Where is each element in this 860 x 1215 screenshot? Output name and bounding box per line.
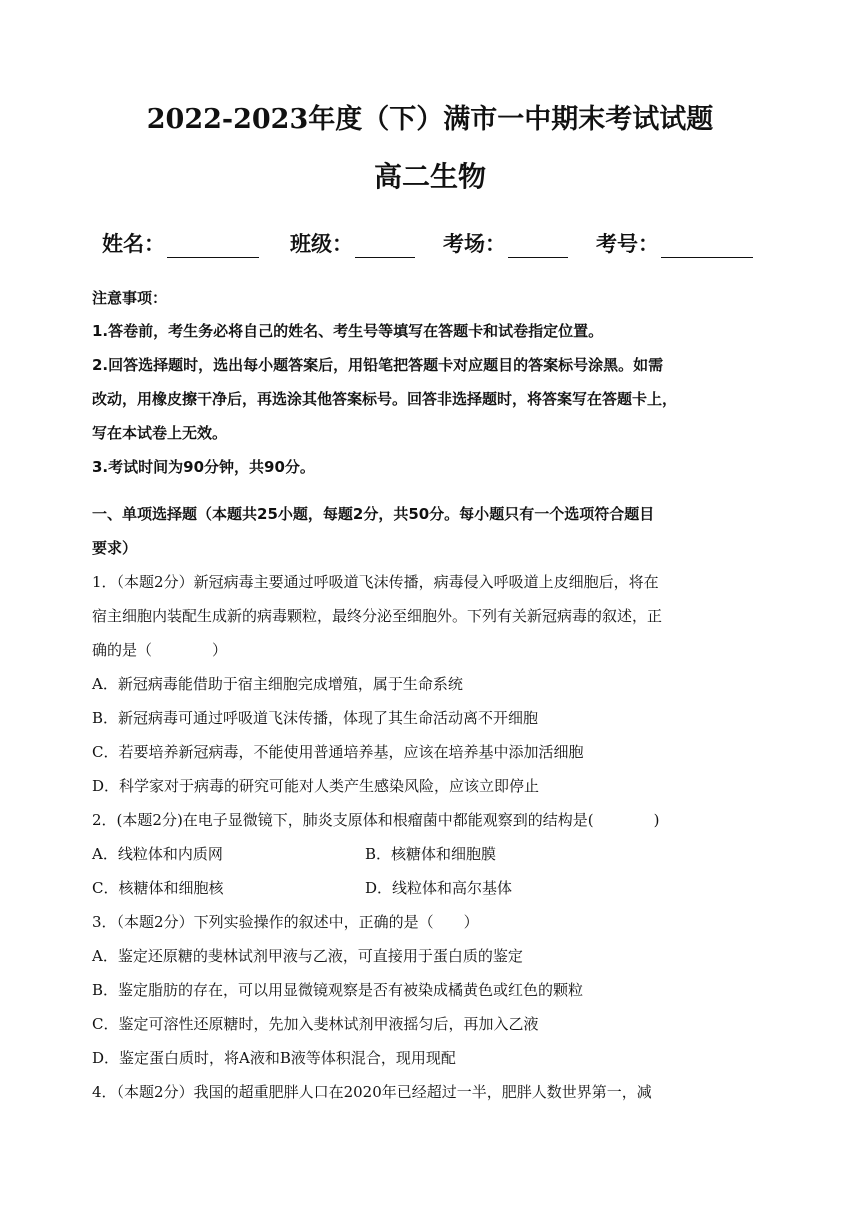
note-2-line-1: 2.回答选择题时，选出每小题答案后，用铅笔把答题卡对应题目的答案标号涂黑。如需 xyxy=(92,356,664,374)
q1-stem-line-1: 1．（本题2分）新冠病毒主要通过呼吸道飞沫传播，病毒侵入呼吸道上皮细胞后，将在 xyxy=(92,573,659,591)
q2-stem: 2．(本题2分)在电子显微镜下，肺炎支原体和根瘤菌中都能观察到的结构是( ) xyxy=(92,811,660,829)
q1-option-c: C．若要培养新冠病毒，不能使用普通培养基，应该在培养基中添加活细胞 xyxy=(92,743,584,761)
q3-option-b: B．鉴定脂肪的存在，可以用显微镜观察是否有被染成橘黄色或红色的颗粒 xyxy=(92,981,584,999)
exam-subject: 高二生物 xyxy=(373,160,486,193)
name-blank[interactable] xyxy=(167,235,259,258)
q2-option-d: D．线粒体和高尔基体 xyxy=(365,879,513,897)
q1-stem-line-3: 确的是（ ） xyxy=(92,641,228,659)
section-heading-line-2: 要求） xyxy=(92,539,138,557)
q3-option-d: D．鉴定蛋白质时，将A液和B液等体积混合，现用现配 xyxy=(92,1049,456,1067)
q2-option-c: C．核糖体和细胞核 xyxy=(92,879,224,897)
note-3: 3.考试时间为90分钟，共90分。 xyxy=(92,458,315,476)
exam-number-label: 考号： xyxy=(596,232,659,256)
note-2-line-3: 写在本试卷上无效。 xyxy=(92,424,228,442)
room-label: 考场： xyxy=(443,232,506,256)
class-label: 班级： xyxy=(290,232,353,256)
exam-number-blank[interactable] xyxy=(661,235,753,258)
q1-option-b: B．新冠病毒可通过呼吸道飞沫传播，体现了其生命活动离不开细胞 xyxy=(92,709,539,727)
class-field[interactable] xyxy=(290,228,415,258)
name-label: 姓名： xyxy=(102,232,165,256)
q3-stem: 3．（本题2分）下列实验操作的叙述中，正确的是（ ） xyxy=(92,913,479,931)
room-blank[interactable] xyxy=(508,235,568,258)
q2-option-b: B．核糖体和细胞膜 xyxy=(365,845,497,863)
exam-title: 2022-2023年度（下）满市一中期末考试试题 xyxy=(146,104,714,135)
q3-option-a: A．鉴定还原糖的斐林试剂甲液与乙液，可直接用于蛋白质的鉴定 xyxy=(92,947,523,965)
note-2-line-2: 改动，用橡皮擦干净后，再选涂其他答案标号。回答非选择题时，将答案写在答题卡上， xyxy=(92,390,678,408)
room-field[interactable] xyxy=(443,228,568,258)
section-heading-line-1: 一、单项选择题（本题共25小题，每题2分，共50分。每小题只有一个选项符合题目 xyxy=(92,505,655,523)
name-field[interactable] xyxy=(102,228,259,258)
note-1: 1.答卷前，考生务必将自己的姓名、考生号等填写在答题卡和试卷指定位置。 xyxy=(92,322,604,340)
notes-heading: 注意事项： xyxy=(92,289,168,307)
q3-option-c: C．鉴定可溶性还原糖时，先加入斐林试剂甲液摇匀后，再加入乙液 xyxy=(92,1015,539,1033)
q1-stem-line-2: 宿主细胞内装配生成新的病毒颗粒，最终分泌至细胞外。下列有关新冠病毒的叙述，正 xyxy=(92,607,663,625)
class-blank[interactable] xyxy=(355,235,415,258)
q2-option-a: A．线粒体和内质网 xyxy=(92,845,223,863)
q4-stem-line-1: 4．（本题2分）我国的超重肥胖人口在2020年已经超过一半，肥胖人数世界第一，减 xyxy=(92,1083,652,1101)
q1-option-a: A．新冠病毒能借助于宿主细胞完成增殖，属于生命系统 xyxy=(92,675,463,693)
q1-option-d: D．科学家对于病毒的研究可能对人类产生感染风险，应该立即停止 xyxy=(92,777,540,795)
exam-number-field[interactable] xyxy=(596,228,753,258)
